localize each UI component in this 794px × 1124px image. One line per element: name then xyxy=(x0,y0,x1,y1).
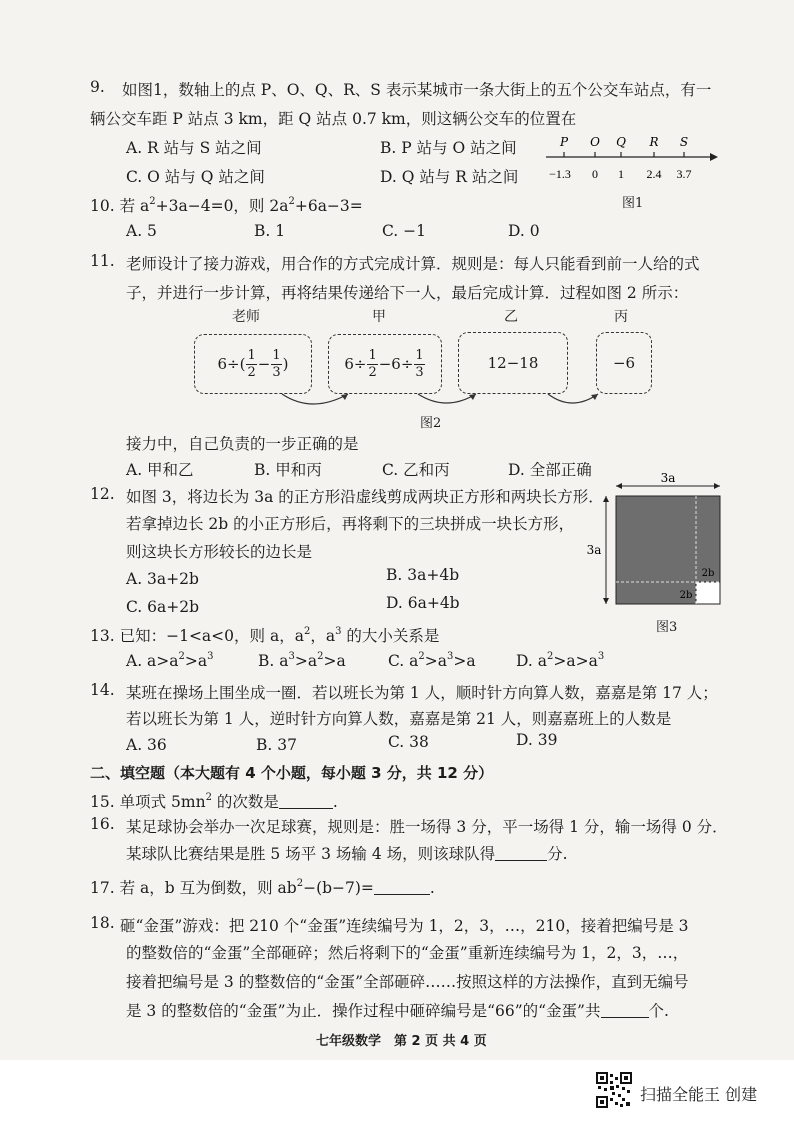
q14-option-a: A. 36 xyxy=(126,736,167,754)
q13-b-part1: B. a xyxy=(258,652,289,670)
q15-end: . xyxy=(332,793,338,811)
figure3-small-label-2: 2b xyxy=(679,590,693,601)
relay-box-teacher xyxy=(194,334,312,394)
q9-line1: 如图1，数轴上的点 P、O、Q、R、S 表示某城市一条大街上的五个公交车站点，有一 xyxy=(122,81,712,99)
box2-f2-numerator: 1 xyxy=(415,347,424,363)
q12-option-d: D. 6a+4b xyxy=(386,594,460,612)
q9-option-b: B. P 站与 O 站之间 xyxy=(380,139,517,157)
q15-answer-blank[interactable] xyxy=(279,794,333,809)
q15-exponent: 2 xyxy=(205,792,212,803)
point-o-label: O xyxy=(590,135,600,149)
role-jia: 甲 xyxy=(372,309,386,325)
box2-part-a: 6÷ xyxy=(344,355,367,373)
page-footer: 七年级数学 第 2 页 共 4 页 xyxy=(316,1034,487,1049)
q13-d-part2: >a>a xyxy=(553,652,598,670)
qr-code-icon xyxy=(596,1072,632,1108)
box4-result: −6 xyxy=(612,354,636,372)
q15-stem xyxy=(90,790,338,812)
relay-box-jia xyxy=(328,334,442,394)
tick-value-o: 0 xyxy=(592,167,598,181)
q13-option-a xyxy=(126,652,214,670)
q13-c-sup1: 2 xyxy=(418,651,425,662)
q14-line1: 某班在操场上围坐成一圈．若以班长为第 1 人，顺时针方向算人数，嘉嘉是第 17 人； xyxy=(126,684,718,702)
q18-end: 个. xyxy=(648,1002,669,1020)
q13-a-part1: A. a>a xyxy=(126,652,179,670)
q12-option-a: A. 3a+2b xyxy=(126,570,199,588)
q11-line2: 子，并进行一步计算，再将结果传递给下一人，最后完成计算．过程如图 2 所示： xyxy=(126,284,689,302)
q12-number: 12. xyxy=(90,485,115,503)
q10-option-c: C. −1 xyxy=(382,222,427,240)
q13-stem-c: 的大小关系是 xyxy=(341,627,440,645)
removed-small-square xyxy=(696,582,720,604)
q17-exponent: 2 xyxy=(296,878,304,889)
q14-option-b: B. 37 xyxy=(256,736,297,754)
q14-option-d: D. 39 xyxy=(516,731,558,749)
q17-stem-a: 若 a，b 互为倒数，则 ab xyxy=(119,879,297,897)
figure3-small-label-1: 2b xyxy=(701,568,715,579)
q16-end: 分. xyxy=(547,845,568,863)
role-bing: 丙 xyxy=(614,309,628,325)
q13-c-part3: >a xyxy=(453,652,476,670)
q11-option-a: A. 甲和乙 xyxy=(126,461,194,479)
q14-number: 14. xyxy=(90,681,115,699)
q13-d-sup2: 3 xyxy=(597,651,605,662)
figure3-top-label: 3a xyxy=(660,471,676,485)
q12-option-c: C. 6a+2b xyxy=(126,598,200,616)
q16-number: 16. xyxy=(90,815,115,833)
q10-option-b: B. 1 xyxy=(254,222,286,240)
q13-option-c xyxy=(388,652,476,670)
q13-a-sup2: 3 xyxy=(207,651,214,662)
q10-stem-b: +3a−4=0，则 2a xyxy=(155,197,289,215)
q17-end: . xyxy=(429,879,435,897)
q13-stem-a: 已知：−1<a<0，则 a，a xyxy=(119,627,304,645)
tick-value-r: 2.4 xyxy=(646,167,662,181)
q13-number: 13. xyxy=(90,627,115,645)
figure3-caption: 图3 xyxy=(656,620,678,635)
q12-line2: 若拿掉边长 2b 的小正方形后，再将剩下的三块拼成一块长方形， xyxy=(126,515,575,533)
q12-line3: 则这块长方形较长的边长是 xyxy=(126,543,313,561)
q15-stem-a: 单项式 5mn xyxy=(119,793,206,811)
q17-answer-blank[interactable] xyxy=(374,880,430,895)
q17-number: 17. xyxy=(90,879,115,897)
q10-stem-a: 若 a xyxy=(119,197,150,215)
q15-stem-b: 的次数是 xyxy=(211,793,279,811)
box3-expression: 12−18 xyxy=(487,354,539,372)
box1-prefix: 6÷( xyxy=(217,355,246,373)
box1-fraction-half xyxy=(246,348,256,381)
q13-c-sup2: 3 xyxy=(447,651,454,662)
q13-option-d xyxy=(516,652,604,670)
q11-line1: 老师设计了接力游戏，用合作的方式完成计算．规则是：每人只能看到前一人给的式 xyxy=(126,255,700,273)
q10-option-a: A. 5 xyxy=(126,222,157,240)
figure3-left-label: 3a xyxy=(586,543,602,557)
relay-box-yi xyxy=(458,332,568,394)
q17-stem xyxy=(90,876,435,898)
number-line-figure xyxy=(540,132,720,184)
q9-option-d: D. Q 站与 R 站之间 xyxy=(380,168,519,186)
tick-value-p: −1.3 xyxy=(549,167,571,181)
box1-f1-numerator: 1 xyxy=(247,347,256,363)
box2-f2-denominator: 3 xyxy=(415,364,424,380)
q13-d-sup1: 2 xyxy=(546,651,554,662)
q13-b-part2: >a xyxy=(294,652,318,670)
q18-line3: 接着把编号是 3 的整数倍的“金蛋”全部砸碎……按照这样的方法操作，直到无编号 xyxy=(126,973,689,991)
q16-answer-blank[interactable] xyxy=(495,846,547,861)
box1-minus: − xyxy=(257,355,271,373)
q13-b-sup2: 2 xyxy=(317,651,324,662)
box1-f2-numerator: 1 xyxy=(272,347,281,363)
q9-number: 9. xyxy=(90,78,105,96)
q13-d-part1: D. a xyxy=(516,652,547,670)
box2-fraction-third xyxy=(414,348,424,381)
q9-line2: 辆公交车距 P 站点 3 km，距 Q 站点 0.7 km，则这辆公交车的位置在 xyxy=(90,110,577,128)
arrow-yi-to-bing xyxy=(548,394,598,403)
tick-value-q: 1 xyxy=(618,167,624,181)
q18-line2: 的整数倍的“金蛋”全部砸碎；然后将剩下的“金蛋”重新连续编号为 1，2，3，…， xyxy=(126,944,689,962)
box2-f1-denominator: 2 xyxy=(368,364,377,380)
q13-a-sup1: 2 xyxy=(178,651,185,662)
q10-option-d: D. 0 xyxy=(508,222,540,240)
q18-number: 18. xyxy=(90,914,115,932)
q10-number: 10. xyxy=(90,197,115,215)
q12-option-b: B. 3a+4b xyxy=(386,566,460,584)
box2-fraction-half xyxy=(367,348,377,381)
box2-f1-numerator: 1 xyxy=(368,347,377,363)
q15-number: 15. xyxy=(90,793,115,811)
q13-option-b xyxy=(258,652,346,670)
box1-f1-denominator: 2 xyxy=(247,364,256,380)
box1-fraction-third xyxy=(271,348,281,381)
q18-line4: 是 3 的整数倍的“金蛋”为止．操作过程中砸碎编号是“66”的“金蛋”共 xyxy=(126,1002,601,1020)
point-p-label: P xyxy=(559,135,569,149)
q18-line1: 砸“金蛋”游戏：把 210 个“金蛋”连续编号为 1，2，3，…，210，接着把编号是 3 xyxy=(120,917,689,935)
section2-title: 二、填空题（本大题有 4 个小题，每小题 3 分，共 12 分） xyxy=(90,764,494,782)
figure2-caption: 图2 xyxy=(420,416,442,431)
q13-stem xyxy=(90,624,439,646)
q11-question: 接力中，自己负责的一步正确的是 xyxy=(126,435,359,453)
q13-c-part1: C. a xyxy=(388,652,419,670)
q9-option-a: A. R 站与 S 站之间 xyxy=(126,139,262,157)
q10-stem xyxy=(90,194,363,216)
point-s-label: S xyxy=(679,135,689,149)
box1-suffix: ) xyxy=(282,355,289,373)
q14-option-c: C. 38 xyxy=(388,733,429,751)
q13-exponent-2: 3 xyxy=(335,626,342,637)
q13-exponent-1: 2 xyxy=(303,626,311,637)
q17-stem-b: −(b−7)= xyxy=(303,879,374,897)
role-teacher: 老师 xyxy=(232,309,260,325)
point-q-label: Q xyxy=(616,135,626,149)
q18-line4-wrap xyxy=(126,999,669,1021)
box2-middle: −6÷ xyxy=(378,355,414,373)
q11-option-d: D. 全部正确 xyxy=(508,461,592,479)
q18-answer-blank[interactable] xyxy=(601,1003,649,1018)
q11-number: 11. xyxy=(90,252,115,270)
q13-stem-b: ，a xyxy=(310,627,336,645)
relay-box-bing xyxy=(596,332,652,394)
arrow-jia-to-yi xyxy=(418,394,476,403)
role-yi: 乙 xyxy=(504,309,518,325)
q10-exponent-2: 2 xyxy=(288,196,295,207)
q13-a-part2: >a xyxy=(184,652,208,670)
q16-line2-wrap xyxy=(126,842,568,864)
scanner-watermark-text: 扫描全能王 创建 xyxy=(640,1085,758,1104)
q16-line1: 某足球协会举办一次足球赛，规则是：胜一场得 3 分，平一场得 1 分，输一场得 0 分． xyxy=(126,818,728,836)
q10-exponent-1: 2 xyxy=(149,196,156,207)
square-cut-figure xyxy=(584,470,734,640)
q13-b-part3: >a xyxy=(323,652,346,670)
point-r-label: R xyxy=(649,135,659,149)
q14-line2: 若以班长为第 1 人，逆时针方向算人数，嘉嘉是第 21 人，则嘉嘉班上的人数是 xyxy=(126,710,672,728)
relay-arrows xyxy=(250,386,610,412)
q9-option-c: C. O 站与 Q 站之间 xyxy=(126,168,265,186)
figure1-caption: 图1 xyxy=(622,196,644,211)
q11-option-b: B. 甲和丙 xyxy=(254,461,322,479)
arrow-teacher-to-jia xyxy=(282,394,348,404)
q12-line1: 如图 3，将边长为 3a 的正方形沿虚线剪成两块正方形和两块长方形． xyxy=(126,488,604,506)
q10-stem-c: +6a−3= xyxy=(294,197,363,215)
q11-option-c: C. 乙和丙 xyxy=(382,461,450,479)
tick-value-s: 3.7 xyxy=(676,167,692,181)
q13-c-part2: >a xyxy=(424,652,448,670)
q16-line2: 某球队比赛结果是胜 5 场平 3 场输 4 场，则该球队得 xyxy=(126,845,496,863)
box1-f2-denominator: 3 xyxy=(272,364,281,380)
q13-b-sup1: 3 xyxy=(288,651,295,662)
